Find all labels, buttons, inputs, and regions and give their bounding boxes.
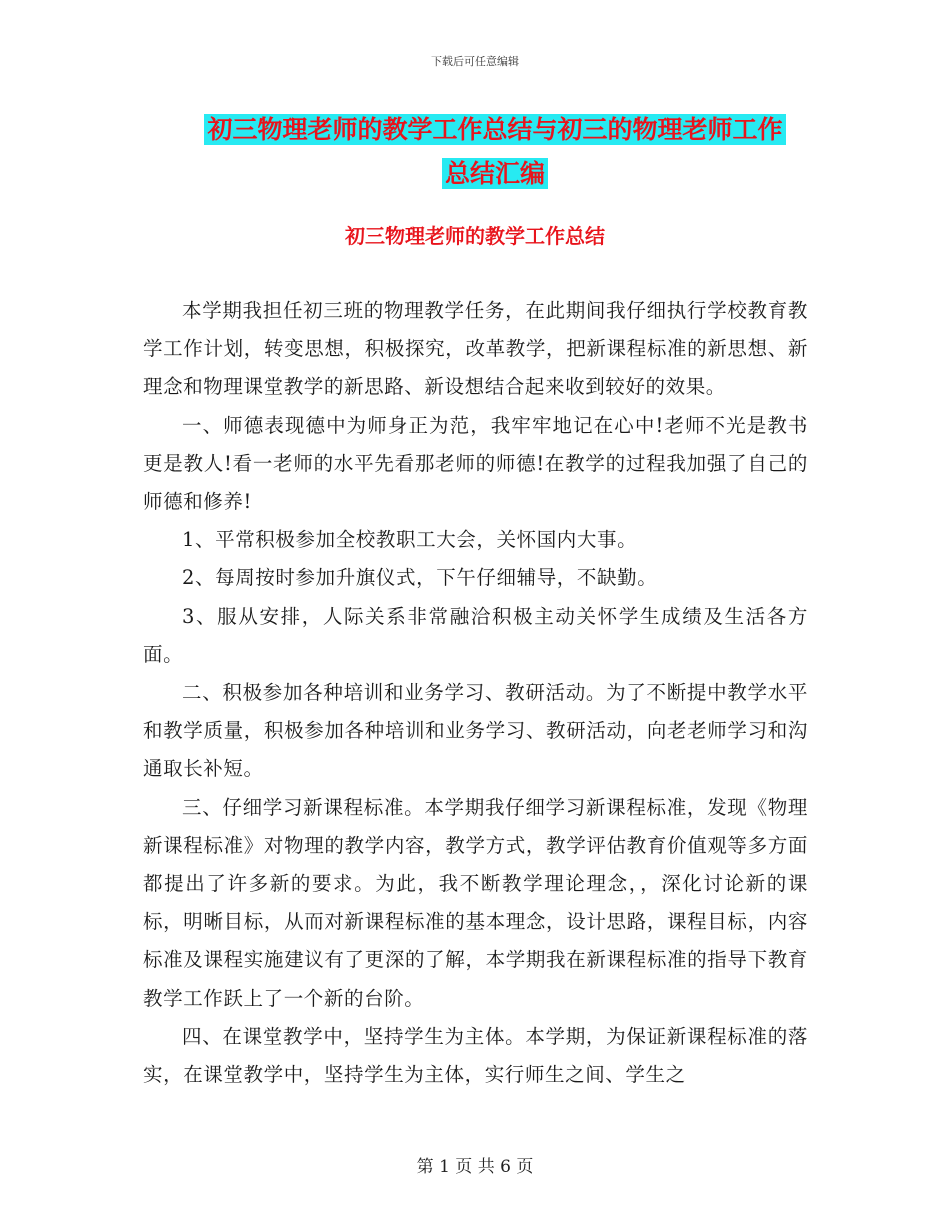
document-title-line-2: 总结汇编 [442,158,548,189]
paragraph: 一、师德表现德中为师身正为范，我牢牢地记在心中!老师不光是教书更是教人!看一老师的水平先看那老师的师德!在教学的过程我加强了自己的师德和修养! [143,413,808,514]
paragraph: 四、在课堂教学中，坚持学生为主体。本学期，为保证新课程标准的落实，在课堂教学中，坚持学生为主体，实行师生之间、学生之 [143,1024,808,1087]
document-body [143,292,808,1094]
paragraph: 1、平常积极参加全校教职工大会，关怀国内大事。 [182,528,638,552]
paragraph: 本学期我担任初三班的物理教学任务，在此期间我仔细执行学校教育教学工作计划，转变思想，积极探究，改革教学，把新课程标准的新思想、新理念和物理课堂教学的新思路、新设想结合起来收到较好的效果。 [143,299,808,399]
document-title-line-1: 初三物理老师的教学工作总结与初三的物理老师工作 [204,114,785,145]
paragraph: 二、积极参加各种培训和业务学习、教研活动。为了不断提中教学水平和教学质量，积极参加各种培训和业务学习、教研活动，向老老师学习和沟通取长补短。 [143,681,808,781]
header-note: 下载后可任意编辑 [431,55,519,68]
paragraph: 2、每周按时参加升旗仪式，下午仔细辅导，不缺勤。 [182,566,658,590]
page-number: 第 1 页 共 6 页 [416,1157,534,1177]
paragraph: 3、服从安排，人际关系非常融洽积极主动关怀学生成绩及生活各方面。 [143,604,808,666]
paragraph: 三、仔细学习新课程标准。本学期我仔细学习新课程标准，发现《物理新课程标准》对物理的教学内容，教学方式，教学评估教育价值观等多方面都提出了许多新的要求。为此，我不断教学理论理念，，深化讨论新的课标，明晰目标，从而对新课程标准的基本理念，设计思路，课程目标，内容标准及课程实施建议有了更深的了解，本学期我在新课程标准的指导下教育教学工作跃上了一个新的台阶。 [143,795,808,1010]
section-heading: 初三物理老师的教学工作总结 [345,224,605,248]
document-title [145,108,845,196]
